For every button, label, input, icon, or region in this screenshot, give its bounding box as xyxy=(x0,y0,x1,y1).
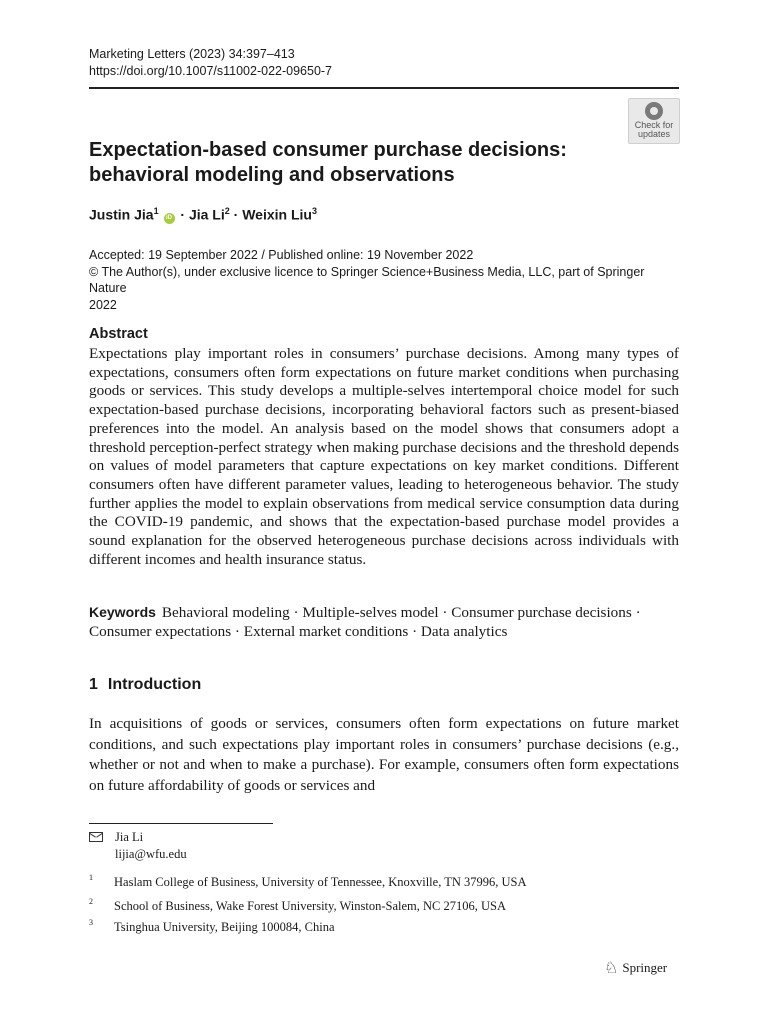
section-title: Introduction xyxy=(107,676,202,693)
intro-paragraph: In acquisitions of goods or services, consumers often form expectations on future market conditions, and such expectations play important roles in consumers’ purchase decisions (e.g., whether or not and when to make a purchase). For example, consumers often form expectations on future affordability of goods or services and xyxy=(89,715,679,794)
orcid-icon[interactable]: iD xyxy=(164,213,175,224)
publication-dates xyxy=(89,247,679,313)
section-number: 1 xyxy=(89,676,98,693)
journal-citation: Marketing Letters (2023) 34:397–413 xyxy=(89,47,295,61)
dates-line: Accepted: 19 September 2022 / Published online: 19 November 2022 xyxy=(89,248,474,262)
affiliation-number: 3 xyxy=(89,918,93,927)
affiliation-number: 2 xyxy=(89,897,93,906)
affiliation xyxy=(89,919,335,935)
author-name[interactable]: Justin Jia xyxy=(89,206,154,223)
springer-horse-icon: ♘ xyxy=(604,960,619,977)
badge-line2: updates xyxy=(637,129,671,139)
affiliation xyxy=(89,874,527,890)
affiliation-text: Haslam College of Business, University of Tennessee, Knoxville, TN 37996, USA xyxy=(114,875,527,889)
corresponding-author: Jia Li xyxy=(115,830,144,844)
copyright-line: © The Author(s), under exclusive licence to Springer Science+Business Media, LLC, part of Springer Nature xyxy=(89,264,645,295)
publisher-logo xyxy=(604,958,667,978)
author-separator: · xyxy=(180,206,186,223)
paper-title xyxy=(89,138,609,188)
envelope-icon xyxy=(89,832,103,842)
crossmark-icon xyxy=(645,102,663,120)
title-line-1: Expectation-based consumer purchase decisions: xyxy=(89,139,567,161)
doi-link[interactable]: https://doi.org/10.1007/s11002-022-09650-7 xyxy=(89,64,333,78)
author-affiliation-sup: 2 xyxy=(224,206,230,216)
publisher-name: Springer xyxy=(622,960,668,975)
title-line-2: behavioral modeling and observations xyxy=(89,164,455,186)
affiliation xyxy=(89,898,506,914)
footnote-rule xyxy=(89,823,273,824)
affiliation-text: School of Business, Wake Forest University, Winston-Salem, NC 27106, USA xyxy=(114,899,506,913)
author-affiliation-sup: 1 xyxy=(153,206,159,216)
abstract-heading: Abstract xyxy=(89,326,148,342)
abstract-body: Expectations play important roles in consumers’ purchase decisions. Among many types of expectations, consumers often form expectations on future market conditions when purchasing goods or services. This study develops a multiple-selves intertemporal choice model for such expectation-based purchase decisions, incorporating behavioral factors such as present-biased preferences into the model. An analysis based on the model shows that consumers adopt a threshold perception-perfect strategy when making purchase decisions and the threshold depends on values of model parameters that capture expectations on key market conditions. Different consumers often have different parameter values, leading to heterogeneous behavior. The study further applies the model to explain observations from medical service consumption data during the COVID-19 pandemic, and shows that the expectation-based purchase model provides a sound explanation for the observed heterogeneous purchase decisions across individuals with different incomes and health insurance status. xyxy=(89,345,679,568)
affiliation-number: 1 xyxy=(89,873,93,882)
keywords-label: Keywords xyxy=(89,604,156,620)
author-separator: · xyxy=(233,206,239,223)
corresponding-email[interactable]: lijia@wfu.edu xyxy=(115,847,187,861)
badge-line1: Check for xyxy=(634,120,674,130)
author-list xyxy=(89,206,317,224)
journal-header xyxy=(89,46,332,80)
author-affiliation-sup: 3 xyxy=(311,206,317,216)
author-name[interactable]: Jia Li xyxy=(188,206,225,223)
section-heading xyxy=(89,676,201,694)
keywords xyxy=(89,603,679,641)
keywords-list: Behavioral modeling · Multiple-selves model · Consumer purchase decisions · Consumer expectations · External market conditions · Data analytics xyxy=(89,604,641,640)
correspondence xyxy=(89,829,187,863)
author-name[interactable]: Weixin Liu xyxy=(242,206,312,223)
copyright-year: 2022 xyxy=(89,297,117,312)
check-for-updates-badge[interactable] xyxy=(628,98,680,144)
header-rule xyxy=(89,87,679,89)
affiliation-text: Tsinghua University, Beijing 100084, China xyxy=(114,920,335,934)
